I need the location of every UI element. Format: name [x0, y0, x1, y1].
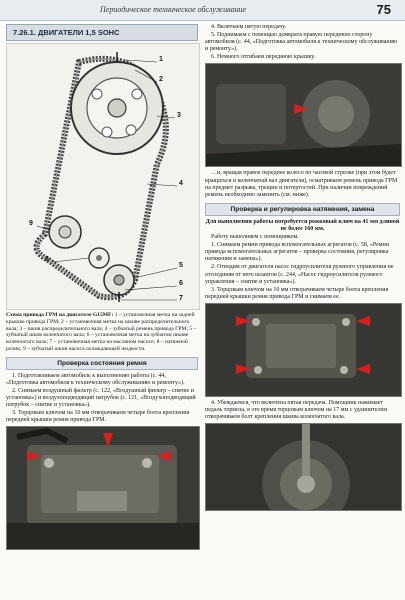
page-number: 75: [376, 2, 391, 17]
diagram-label-2: 2: [159, 76, 163, 83]
diagram-label-7: 7: [179, 295, 183, 302]
diagram-caption: [6, 312, 198, 353]
step-2: 2. Снимаем воздушный фильтр (с. 122, «Воздушный фильтр – снятие и установка») и воздухоподводящий патрубок (с. 121, «Воздухоподводящий патрубок – снятие и установка»).: [6, 387, 196, 409]
tool-note: Для выполнения работы потребуется рожковый ключ на 41 мм длиной не более 160 мм.: [205, 218, 400, 232]
photo-cover-removed: [205, 303, 402, 397]
timing-belt-drawing: [7, 44, 199, 309]
photo-crank-pulley-bolt: [205, 423, 402, 511]
step-3: 3. Торцовым ключом на 10 мм отворачиваем четыре болта крепления передней крышки ремня привода ГРМ.: [6, 410, 190, 424]
section-title: 7.26.1. ДВИГАТЕЛИ 1,5 SOHC: [6, 24, 198, 41]
red-arrow-icon: [103, 433, 113, 447]
photo-bent-cover: [205, 63, 402, 167]
step-6: 6. Немного отгибаем переднюю крышку.: [211, 54, 316, 61]
red-arrow-icon: [356, 316, 370, 326]
caption-lead: Схема привода ГРМ на двигателе G15MF:: [6, 312, 114, 318]
timing-belt-diagram: [6, 43, 200, 310]
adjust-step-2: 2. Отводим от двигателя насос гидроусилителя рулевого управления не отсоединяя от него шлангов (с. 244, «Насос гидроусилителя рулевого управления – снятие и установка»).: [205, 264, 394, 285]
step-5: 5. Поднимаем с помощью домкрата правую переднюю сторону автомобиля (с. 44, «Подготовка автомобиля к техническому обслуживанию и ремонту»).: [205, 32, 398, 53]
red-arrow-icon: [157, 451, 171, 461]
red-arrow-icon: [236, 316, 250, 326]
tension-adjust-heading: Проверка и регулировка натяжения, замена: [205, 203, 400, 216]
diagram-label-4: 4: [179, 180, 183, 187]
running-header: [0, 0, 405, 21]
adjust-step-4: 4. Убеждаемся, что включена пятая передача. Помощник нажимает педаль тормоза, в это время торцовым ключом на 17 мм с удлинителем отворачиваем болт крепления шкива коленчатого вала.: [205, 399, 388, 421]
left-column: [6, 24, 198, 550]
caption-text: 1 – установочная метка на задней крышке привода ГРМ; 2 – установочная метка на шкиве распределительного вала; 3 – шкив распределительного вала; 4 – зубчатый ремень привода ГРМ; 5 – зубчатый шкив коленчатого вала; 6 – установочная метка на зубчатом шкиве коленчатого вала; 7 – установочная метка на масляном насосе; 8 – натяжной ролик; 9 – зубчатый шкив насоса охлаждающей жидкости.: [6, 312, 197, 352]
adjust-step-1: 1. Снимаем ремни привода вспомогательных агрегатов (с. 58, «Ремни привода вспомогательных агрегатов – проверка состояния, регулировка натяжения и замена»).: [205, 242, 389, 263]
diagram-label-3: 3: [177, 112, 181, 119]
diagram-label-8: 8: [45, 256, 49, 263]
diagram-label-9: 9: [29, 220, 33, 227]
adjust-step-3: 3. Торцовым ключом на 10 мм отворачиваем четыре болта крепления передней крышки ремня привода ГРМ и снимаем ее.: [205, 286, 389, 300]
step-4: 4. Включаем пятую передачу.: [211, 24, 287, 30]
diagram-label-6: 6: [179, 280, 183, 287]
red-arrow-icon: [356, 364, 370, 374]
helper-note: Работу выполняем с помощником.: [211, 234, 299, 241]
red-arrow-icon: [236, 364, 250, 374]
step-7: …и, вращая правое переднее колесо по часовой стрелке (при этом будет вращаться и коленчатый вал двигателя), осматриваем ремень привода ГРМ на предмет разрыва, трещин и потертостей. При наличии повреждений ремень необходимо заменить (см. ниже).: [205, 170, 398, 198]
running-title: Периодическое техническое обслуживание: [100, 5, 247, 14]
photo-front-cover-bolts: [6, 426, 200, 550]
red-arrow-icon: [27, 451, 41, 461]
belt-check-heading: Проверка состояния ремня: [6, 357, 198, 370]
red-arrow-icon: [294, 104, 308, 114]
right-column: [205, 24, 400, 511]
diagram-label-5: 5: [179, 262, 183, 269]
diagram-label-1: 1: [159, 56, 163, 63]
step-1: 1. Подготавливаем автомобиль к выполнению работы (с. 44, «Подготовка автомобиля к техническому обслуживанию и ремонту»).: [6, 372, 185, 386]
